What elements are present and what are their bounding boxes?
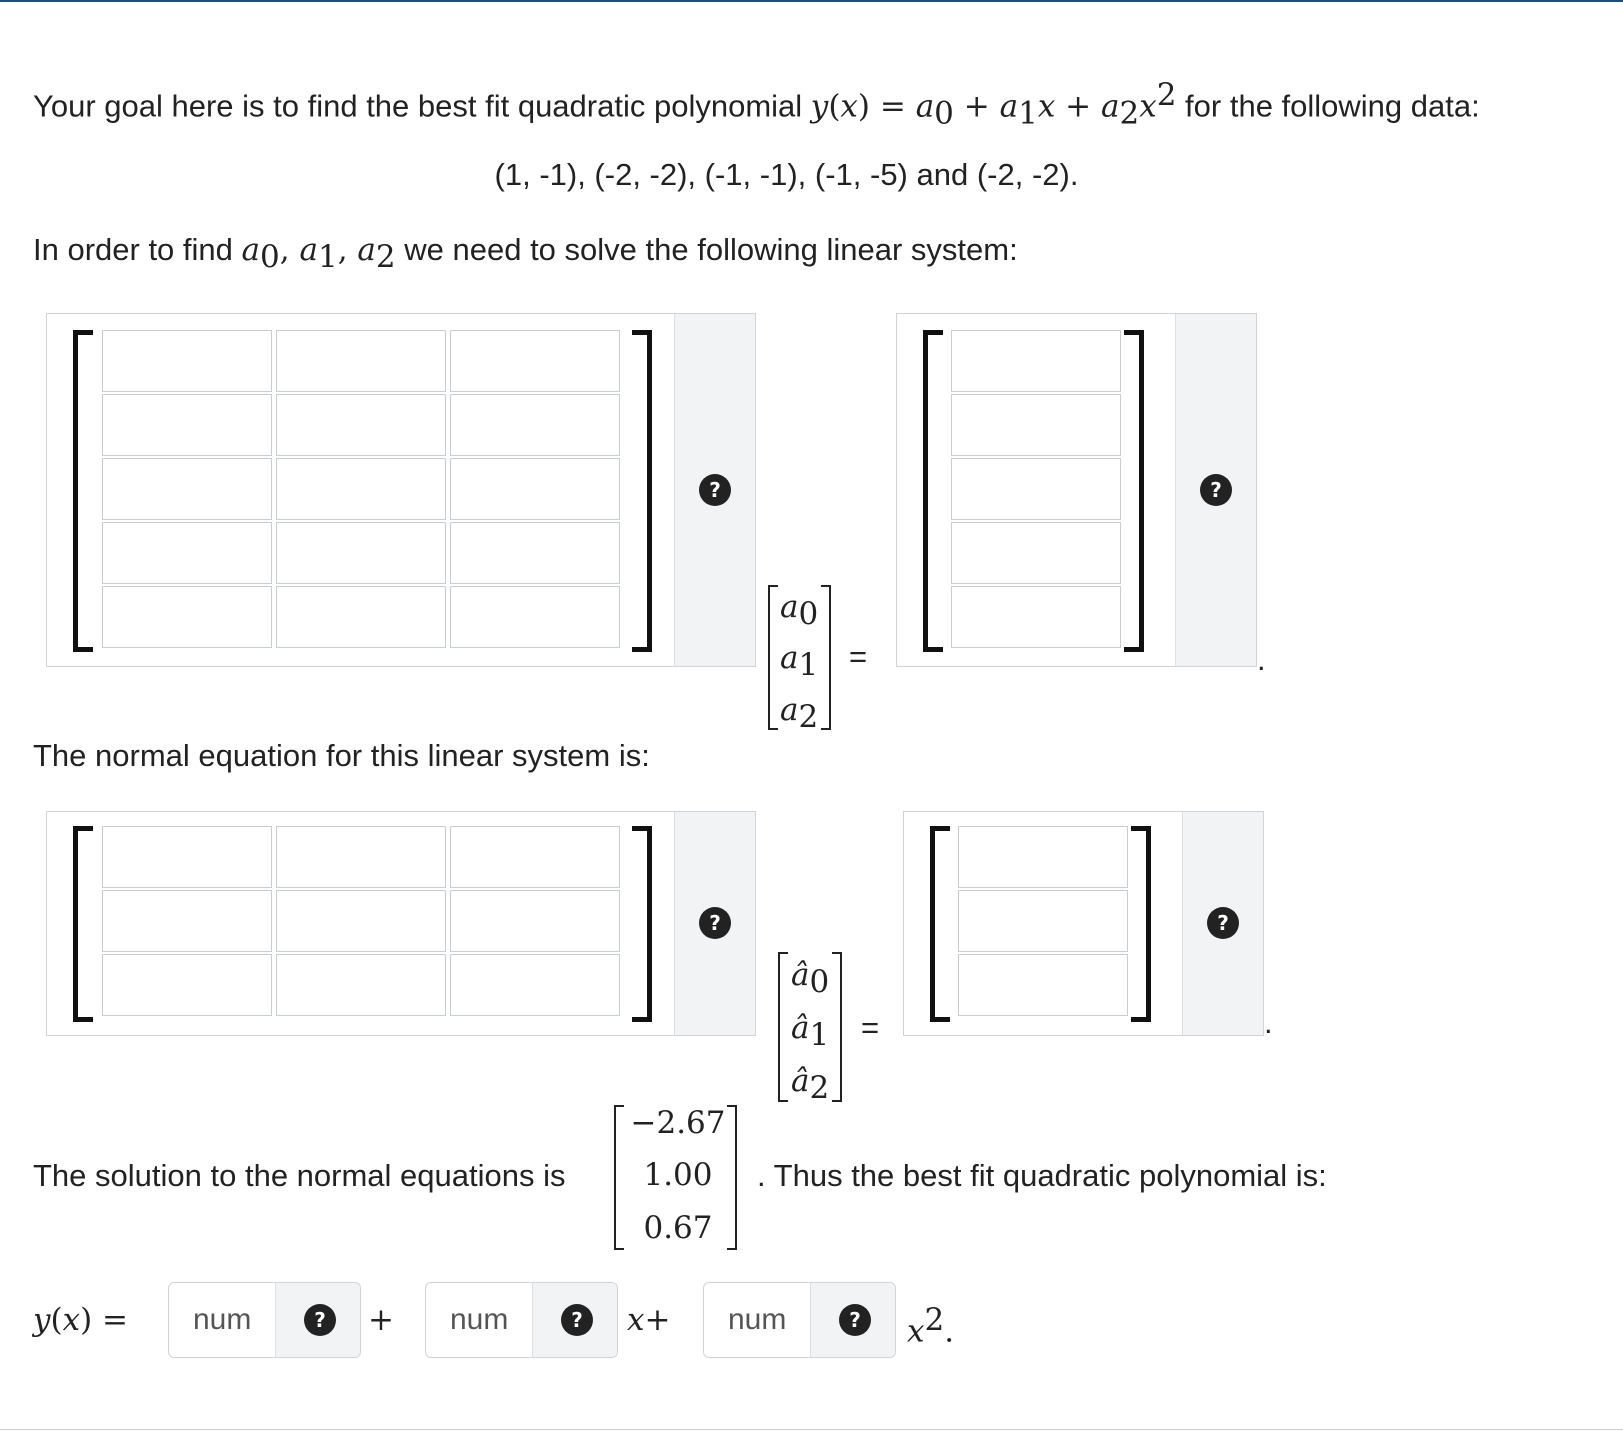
normal-matrix-cell[interactable] bbox=[102, 890, 272, 952]
normal-matrix-cell[interactable] bbox=[102, 954, 272, 1016]
coef-a2-input[interactable] bbox=[704, 1283, 810, 1357]
normal-equation-label: The normal equation for this linear system is: bbox=[33, 738, 650, 773]
help-icon[interactable]: ? bbox=[1200, 474, 1232, 506]
right-bracket bbox=[632, 330, 652, 652]
matrix-a-cell[interactable] bbox=[276, 330, 446, 392]
vector-b-cell[interactable] bbox=[951, 458, 1121, 520]
normal-vector-cell[interactable] bbox=[958, 954, 1128, 1016]
polynomial-formula: y bbox=[810, 88, 829, 125]
equals-sign: = bbox=[849, 639, 868, 674]
matrix-a-cell[interactable] bbox=[450, 394, 620, 456]
right-bracket bbox=[632, 826, 652, 1022]
help-panel bbox=[674, 812, 755, 1035]
help-panel bbox=[1175, 314, 1256, 666]
vector-right-bracket bbox=[727, 1105, 737, 1250]
matrix-a-cell[interactable] bbox=[276, 522, 446, 584]
period: . bbox=[1257, 642, 1266, 677]
x-plus-term: x+ bbox=[627, 1302, 671, 1338]
help-icon[interactable]: ? bbox=[699, 907, 731, 939]
matrix-a-cell[interactable] bbox=[276, 458, 446, 520]
vector-b-cell[interactable] bbox=[951, 522, 1121, 584]
normal-matrix-cell[interactable] bbox=[450, 954, 620, 1016]
help-icon[interactable]: ? bbox=[561, 1304, 593, 1336]
solution-post: . Thus the best fit quadratic polynomial is: bbox=[757, 1158, 1327, 1193]
left-bracket bbox=[930, 826, 950, 1022]
help-panel bbox=[674, 314, 755, 666]
linear-system-text: In order to find $a_0$, $a_1$, $a_2$ we need to solve the following linear system: bbox=[33, 232, 1018, 276]
vector-left-bracket bbox=[768, 585, 778, 730]
normal-matrix-cell[interactable] bbox=[450, 890, 620, 952]
matrix-a-cell[interactable] bbox=[102, 522, 272, 584]
solution-value: −2.67 bbox=[630, 1105, 726, 1141]
matrix-a-cell[interactable] bbox=[450, 330, 620, 392]
help-icon[interactable]: ? bbox=[699, 474, 731, 506]
vector-b-cell[interactable] bbox=[951, 394, 1121, 456]
vector-left-bracket bbox=[614, 1105, 624, 1250]
matrix-a-cell[interactable] bbox=[102, 458, 272, 520]
coef-a0-box bbox=[168, 1282, 361, 1358]
vector-b-cell[interactable] bbox=[951, 330, 1121, 392]
matrix-a-widget bbox=[46, 313, 756, 667]
coef-a1-input[interactable] bbox=[426, 1283, 532, 1357]
top-border bbox=[0, 0, 1623, 2]
solution-value: 1.00 bbox=[643, 1157, 713, 1193]
matrix-a-cell[interactable] bbox=[102, 330, 272, 392]
period: . bbox=[1264, 1005, 1273, 1040]
matrix-a-cell[interactable] bbox=[450, 586, 620, 648]
matrix-a-cell[interactable] bbox=[102, 586, 272, 648]
vector-right-bracket bbox=[832, 952, 842, 1102]
solution-value: 0.67 bbox=[643, 1210, 713, 1246]
left-bracket bbox=[923, 330, 943, 652]
equals-sign: = bbox=[861, 1010, 880, 1045]
answer-lhs: y(x) = bbox=[33, 1302, 129, 1338]
normal-matrix-cell[interactable] bbox=[450, 826, 620, 888]
linear-system-post: we need to solve the following linear system: bbox=[404, 232, 1018, 267]
help-icon[interactable]: ? bbox=[1207, 907, 1239, 939]
matrix-a-cell[interactable] bbox=[450, 458, 620, 520]
right-bracket bbox=[1124, 330, 1144, 652]
help-panel bbox=[532, 1283, 617, 1357]
left-bracket bbox=[73, 826, 93, 1022]
vector-left-bracket bbox=[778, 952, 788, 1102]
normal-vector-cell[interactable] bbox=[958, 826, 1128, 888]
intro-post: for the following data: bbox=[1185, 88, 1480, 124]
plus-sign: + bbox=[368, 1302, 394, 1338]
help-panel bbox=[1182, 812, 1263, 1035]
intro-text: Your goal here is to find the best fit quadratic polynomial $y(x) = a_0 + a_1x + a_2x^2$ for the following data: bbox=[33, 77, 1480, 132]
intro-pre: Your goal here is to find the best fit quadratic polynomial bbox=[33, 88, 803, 124]
linear-system-pre: In order to find bbox=[33, 232, 233, 267]
vector-b-widget bbox=[896, 313, 1257, 667]
vector-entry-a2-hat: $â_2$ bbox=[791, 1063, 830, 1107]
matrix-a-cell[interactable] bbox=[450, 522, 620, 584]
vector-entry-a1: $a_1$ bbox=[780, 640, 819, 684]
normal-matrix-widget bbox=[46, 811, 756, 1036]
normal-matrix-cell[interactable] bbox=[276, 826, 446, 888]
help-icon[interactable]: ? bbox=[839, 1304, 871, 1336]
right-bracket bbox=[1131, 826, 1151, 1022]
vector-entry-a2: $a_2$ bbox=[780, 692, 819, 736]
help-panel bbox=[810, 1283, 895, 1357]
coef-a1-box bbox=[425, 1282, 618, 1358]
help-panel bbox=[275, 1283, 360, 1357]
normal-vector-cell[interactable] bbox=[958, 890, 1128, 952]
unknowns-list: a bbox=[241, 232, 261, 268]
normal-matrix-cell[interactable] bbox=[276, 890, 446, 952]
vector-entry-a1-hat: $â_1$ bbox=[791, 1010, 830, 1054]
matrix-a-cell[interactable] bbox=[276, 394, 446, 456]
coef-a0-input[interactable] bbox=[169, 1283, 275, 1357]
x-squared-term: $x^2$. bbox=[907, 1302, 955, 1350]
coef-a2-box bbox=[703, 1282, 896, 1358]
left-bracket bbox=[73, 330, 93, 652]
vector-right-bracket bbox=[821, 585, 831, 730]
help-icon[interactable]: ? bbox=[304, 1304, 336, 1336]
matrix-a-cell[interactable] bbox=[102, 394, 272, 456]
solution-pre: The solution to the normal equations is bbox=[33, 1158, 566, 1193]
normal-vector-widget bbox=[903, 811, 1264, 1036]
vector-entry-a0-hat: $â_0$ bbox=[791, 957, 830, 1001]
matrix-a-cell[interactable] bbox=[276, 586, 446, 648]
data-points: (1, -1), (-2, -2), (-1, -1), (-1, -5) and (-2, -2). bbox=[494, 157, 1079, 192]
bottom-border bbox=[0, 1429, 1623, 1430]
vector-entry-a0: $a_0$ bbox=[780, 589, 819, 633]
vector-b-cell[interactable] bbox=[951, 586, 1121, 648]
normal-matrix-cell[interactable] bbox=[102, 826, 272, 888]
normal-matrix-cell[interactable] bbox=[276, 954, 446, 1016]
